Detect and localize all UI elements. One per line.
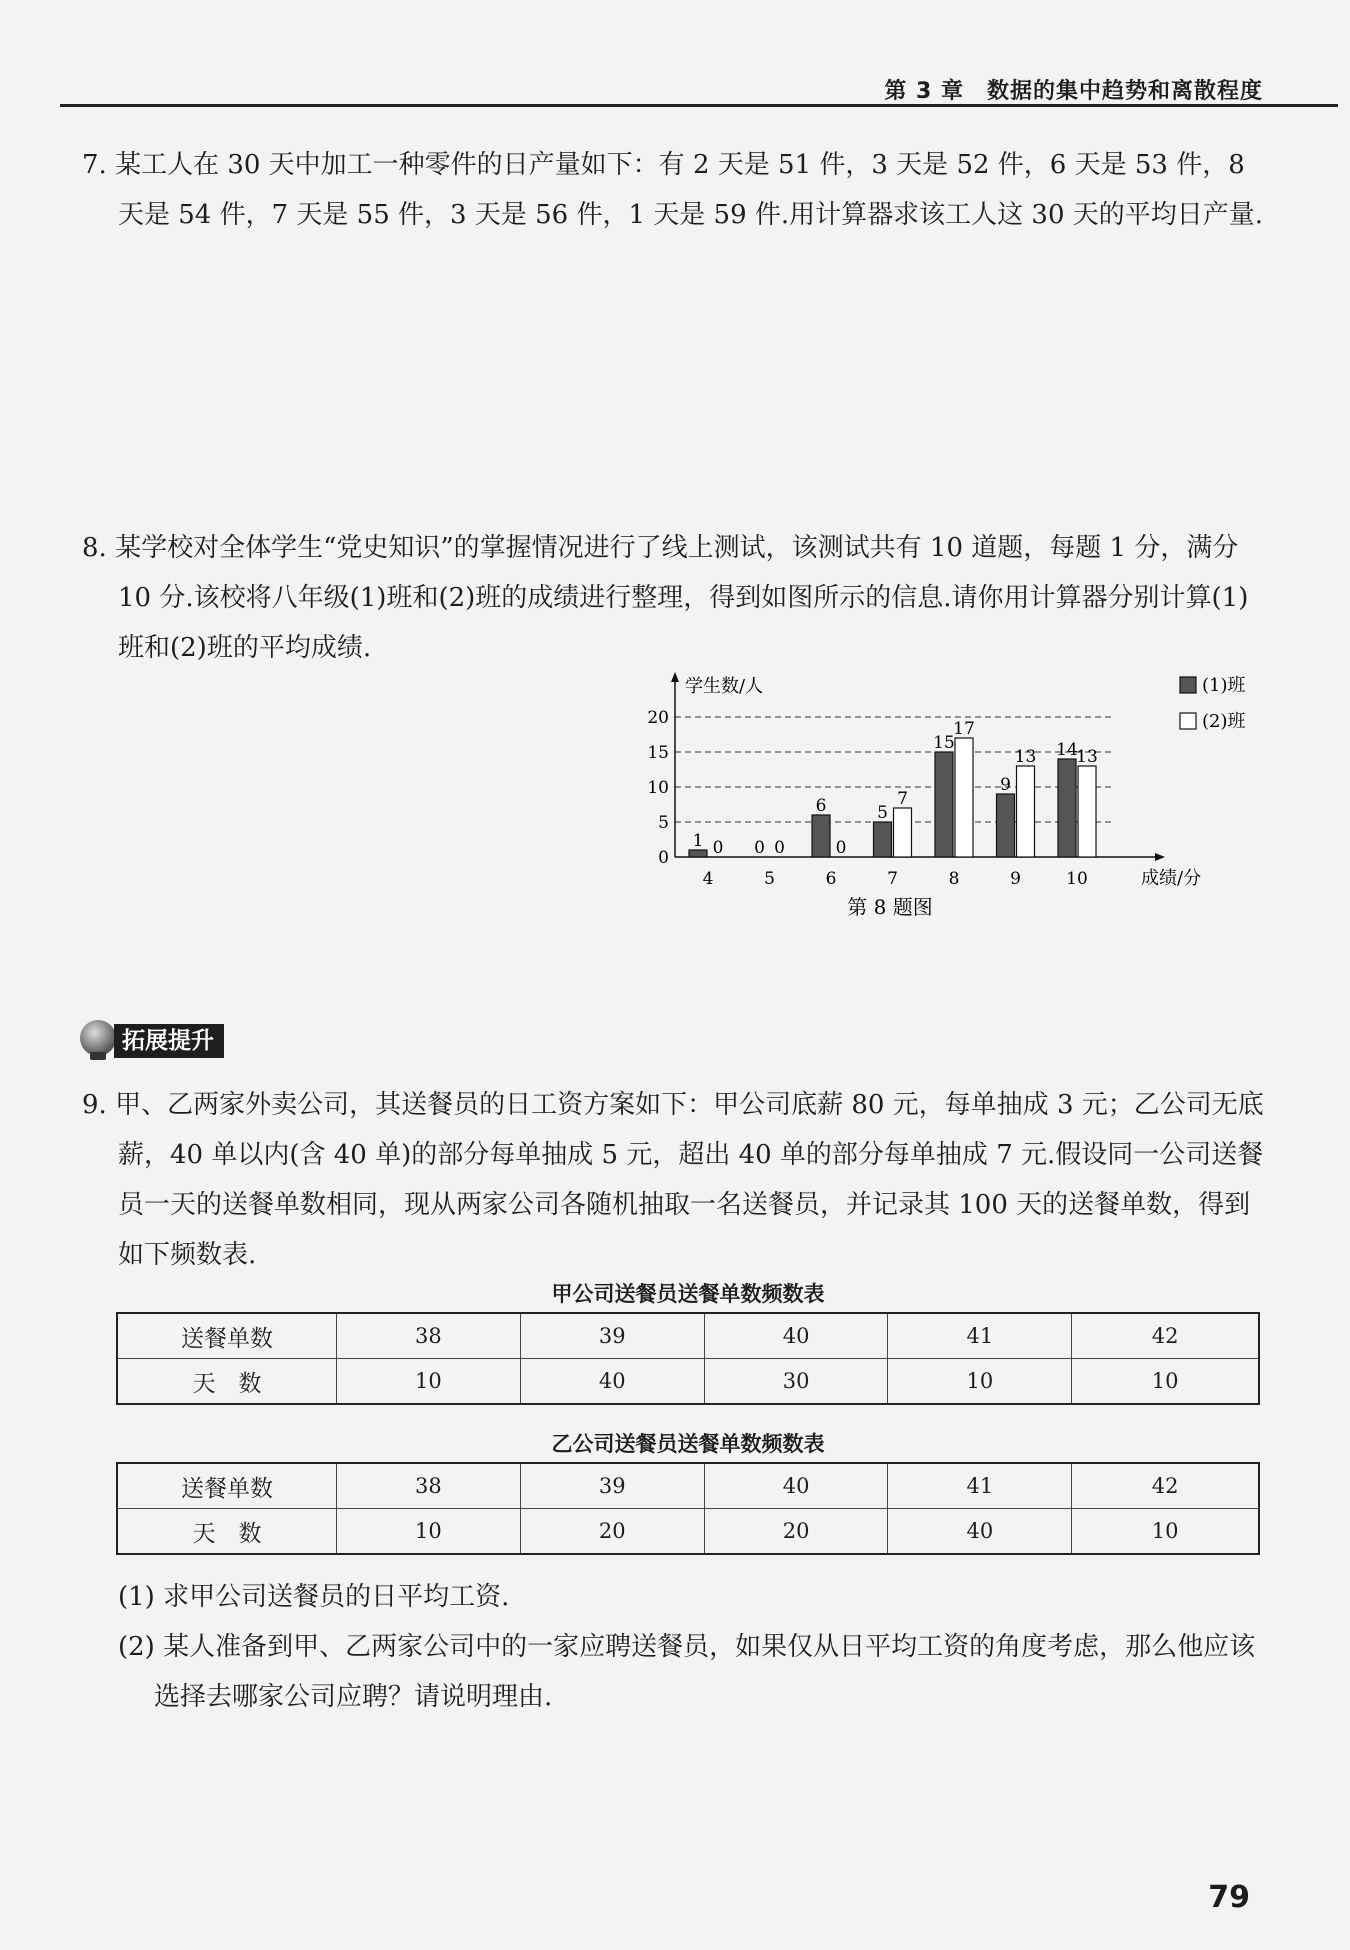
question-9-part-2: (2) 某人准备到甲、乙两家公司中的一家应聘送餐员，如果仅从日平均工资的角度考虑，那么他应该选择去哪家公司应聘？请说明理由.: [118, 1632, 1256, 1712]
table-cell: 10: [337, 1359, 521, 1405]
table-a-title: 甲公司送餐员送餐单数频数表: [551, 1282, 825, 1306]
lightbulb-icon: [80, 1020, 116, 1056]
table-cell: 41: [888, 1463, 1072, 1509]
data-label: 9: [1000, 775, 1011, 795]
x-tick-label: 6: [825, 869, 837, 889]
bar: [894, 808, 912, 857]
y-tick-label: 0: [658, 848, 669, 868]
bar: [812, 815, 830, 857]
table-cell: 38: [337, 1313, 521, 1359]
y-axis-label: 学生数/人: [685, 676, 764, 697]
data-label: 6: [815, 796, 827, 816]
x-tick-label: 4: [702, 869, 714, 889]
table-cell: 20: [520, 1509, 704, 1555]
table-cell: 39: [520, 1313, 704, 1359]
data-label: 15: [933, 733, 955, 753]
legend-swatch: [1180, 713, 1196, 729]
bar: [1017, 766, 1035, 857]
data-label: 14: [1056, 740, 1078, 760]
x-tick-label: 8: [948, 869, 960, 889]
bar: [689, 850, 707, 857]
bar: [1058, 759, 1076, 857]
y-tick-label: 5: [658, 813, 669, 833]
y-axis-arrow-icon: [671, 672, 679, 682]
table-cell: 10: [1072, 1359, 1259, 1405]
table-cell: 10: [1072, 1509, 1259, 1555]
table-cell: 天 数: [117, 1509, 337, 1555]
table-row: [117, 1463, 1259, 1509]
table-cell: 天 数: [117, 1359, 337, 1405]
y-tick-label: 10: [647, 778, 669, 798]
table-cell: 38: [337, 1463, 521, 1509]
table-row: [117, 1509, 1259, 1555]
question-8: [82, 523, 1272, 673]
question-9-part-1: (1) 求甲公司送餐员的日平均工资.: [118, 1582, 510, 1612]
question-7-text: 7. 某工人在 30 天中加工一种零件的日产量如下：有 2 天是 51 件，3 天是 52 件，6 天是 53 件，8 天是 54 件，7 天是 55 件，3 天是 56 件，1 天是 59 件.用计算器求该工人这 30 天的平均日产量.: [82, 150, 1264, 230]
y-tick-label: 20: [647, 708, 669, 728]
table-cell: 20: [704, 1509, 888, 1555]
legend-swatch: [1180, 677, 1196, 693]
data-label: 7: [897, 789, 908, 809]
data-label: 0: [774, 838, 785, 858]
table-cell: 41: [888, 1313, 1072, 1359]
bar: [997, 794, 1015, 857]
data-label: 13: [1076, 747, 1098, 767]
table-b-title: 乙公司送餐员送餐单数频数表: [551, 1432, 825, 1456]
x-axis-arrow-icon: [1155, 853, 1165, 861]
table-cell: 42: [1072, 1463, 1259, 1509]
bar: [955, 738, 973, 857]
data-label: 0: [712, 838, 724, 858]
table-cell: 30: [704, 1359, 888, 1405]
data-label: 1: [692, 831, 704, 851]
table-a: [116, 1312, 1260, 1405]
data-label: 5: [877, 803, 888, 823]
legend-label: (1)班: [1202, 675, 1246, 696]
table-cell: 送餐单数: [117, 1463, 337, 1509]
table-cell: 10: [888, 1359, 1072, 1405]
bar: [935, 752, 953, 857]
question-7: [82, 140, 1272, 240]
table-cell: 42: [1072, 1313, 1259, 1359]
legend-label: (2)班: [1202, 711, 1246, 732]
table-cell: 40: [888, 1509, 1072, 1555]
header-rule: [60, 104, 1338, 107]
bar: [1078, 766, 1096, 857]
page-header: [0, 70, 1338, 106]
bar: [874, 822, 892, 857]
table-b: [116, 1462, 1260, 1555]
question-9-subparts: [82, 1572, 1272, 1722]
table-row: [117, 1359, 1259, 1405]
bar-chart-svg: [640, 672, 1280, 922]
table-cell: 10: [337, 1509, 521, 1555]
table-row: [117, 1313, 1259, 1359]
question-8-text: 8. 某学校对全体学生“党史知识”的掌握情况进行了线上测试，该测试共有 10 道题，每题 1 分，满分 10 分.该校将八年级(1)班和(2)班的成绩进行整理，得到如图所示的信息.请你用计算器分别计算(1)班和(2)班的平均成绩.: [82, 533, 1249, 663]
x-axis-label: 成绩/分: [1141, 868, 1202, 889]
chart-caption: 第 8 题图: [847, 895, 933, 919]
table-cell: 40: [520, 1359, 704, 1405]
x-tick-label: 10: [1066, 869, 1088, 889]
x-tick-label: 5: [764, 869, 775, 889]
data-label: 13: [1014, 747, 1037, 767]
question-9: [82, 1080, 1272, 1280]
x-tick-label: 9: [1010, 869, 1021, 889]
table-cell: 40: [704, 1463, 888, 1509]
chapter-title: 第 3 章 数据的集中趋势和离散程度: [884, 79, 1263, 104]
table-cell: 40: [704, 1313, 888, 1359]
data-label: 0: [835, 838, 847, 858]
question-9-text: 9. 甲、乙两家外卖公司，其送餐员的日工资方案如下：甲公司底薪 80 元，每单抽成 3 元；乙公司无底薪，40 单以内(含 40 单)的部分每单抽成 5 元，超出 40 单的部分每单抽成 7 元.假设同一公司送餐员一天的送餐单数相同，现从两家公司各随机抽取一名送餐员，并记录其 100 天的送餐单数，得到如下频数表.: [82, 1090, 1264, 1270]
data-label: 17: [953, 719, 975, 739]
table-cell: 送餐单数: [117, 1313, 337, 1359]
section-badge-label: 拓展提升: [114, 1024, 224, 1058]
table-cell: 39: [520, 1463, 704, 1509]
y-tick-label: 15: [647, 743, 669, 763]
data-label: 0: [754, 838, 765, 858]
x-tick-label: 7: [887, 869, 898, 889]
page-number: 79: [1208, 1880, 1250, 1915]
bar-chart: [640, 672, 1280, 922]
